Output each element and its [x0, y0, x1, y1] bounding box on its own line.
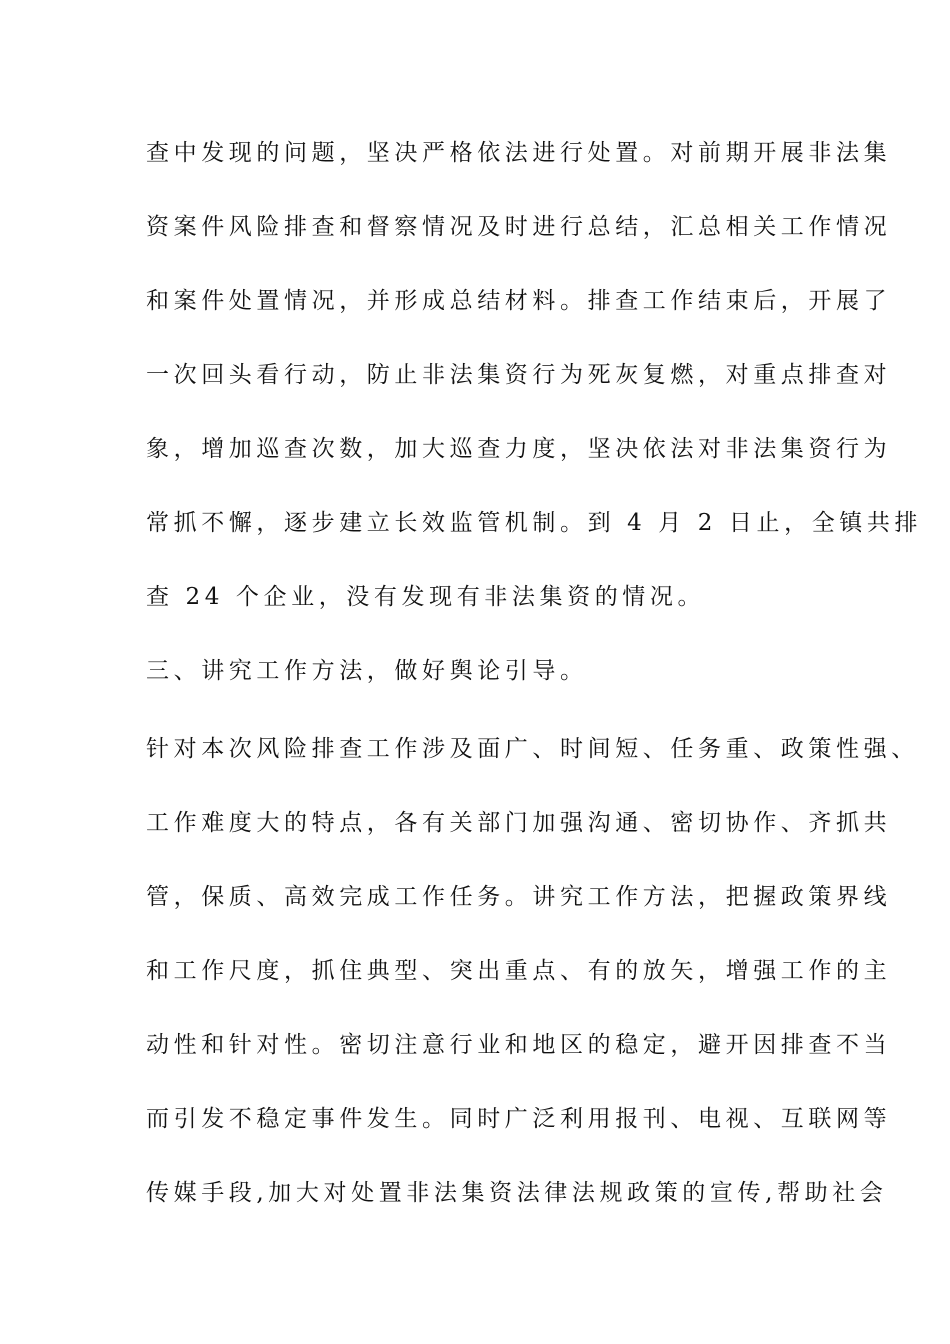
paragraph-line-1: 查中发现的问题，坚决严格依法进行处置。对前期开展非法集 [146, 140, 892, 166]
paragraph-line-8: 针对本次风险排查工作涉及面广、时间短、任务重、政策性强、 [146, 736, 919, 762]
paragraph-line-9: 工作难度大的特点，各有关部门加强沟通、密切协作、齐抓共 [146, 810, 892, 836]
paragraph-line-14: 传媒手段,加大对处置非法集资法律法规政策的宣传,帮助社会 [146, 1180, 888, 1206]
section-heading: 三、讲究工作方法，做好舆论引导。 [146, 658, 588, 684]
paragraph-line-13: 而引发不稳定事件发生。同时广泛利用报刊、电视、互联网等 [146, 1106, 892, 1132]
paragraph-line-11: 和工作尺度，抓住典型、突出重点、有的放矢，增强工作的主 [146, 958, 892, 984]
paragraph-line-12: 动性和针对性。密切注意行业和地区的稳定，避开因排查不当 [146, 1032, 892, 1058]
paragraph-line-2: 资案件风险排查和督察情况及时进行总结，汇总相关工作情况 [146, 214, 892, 240]
paragraph-line-6: 常抓不懈，逐步建立长效监管机制。到 4 月 2 日止，全镇共排 [146, 510, 923, 536]
paragraph-line-10: 管，保质、高效完成工作任务。讲究工作方法，把握政策界线 [146, 884, 892, 910]
paragraph-line-4: 一次回头看行动，防止非法集资行为死灰复燃，对重点排查对 [146, 362, 892, 388]
paragraph-line-3: 和案件处置情况，并形成总结材料。排查工作结束后，开展了 [146, 288, 892, 314]
paragraph-line-5: 象，增加巡查次数，加大巡查力度，坚决依法对非法集资行为 [146, 436, 892, 462]
paragraph-line-7: 查 24 个企业，没有发现有非法集资的情况。 [146, 584, 706, 610]
